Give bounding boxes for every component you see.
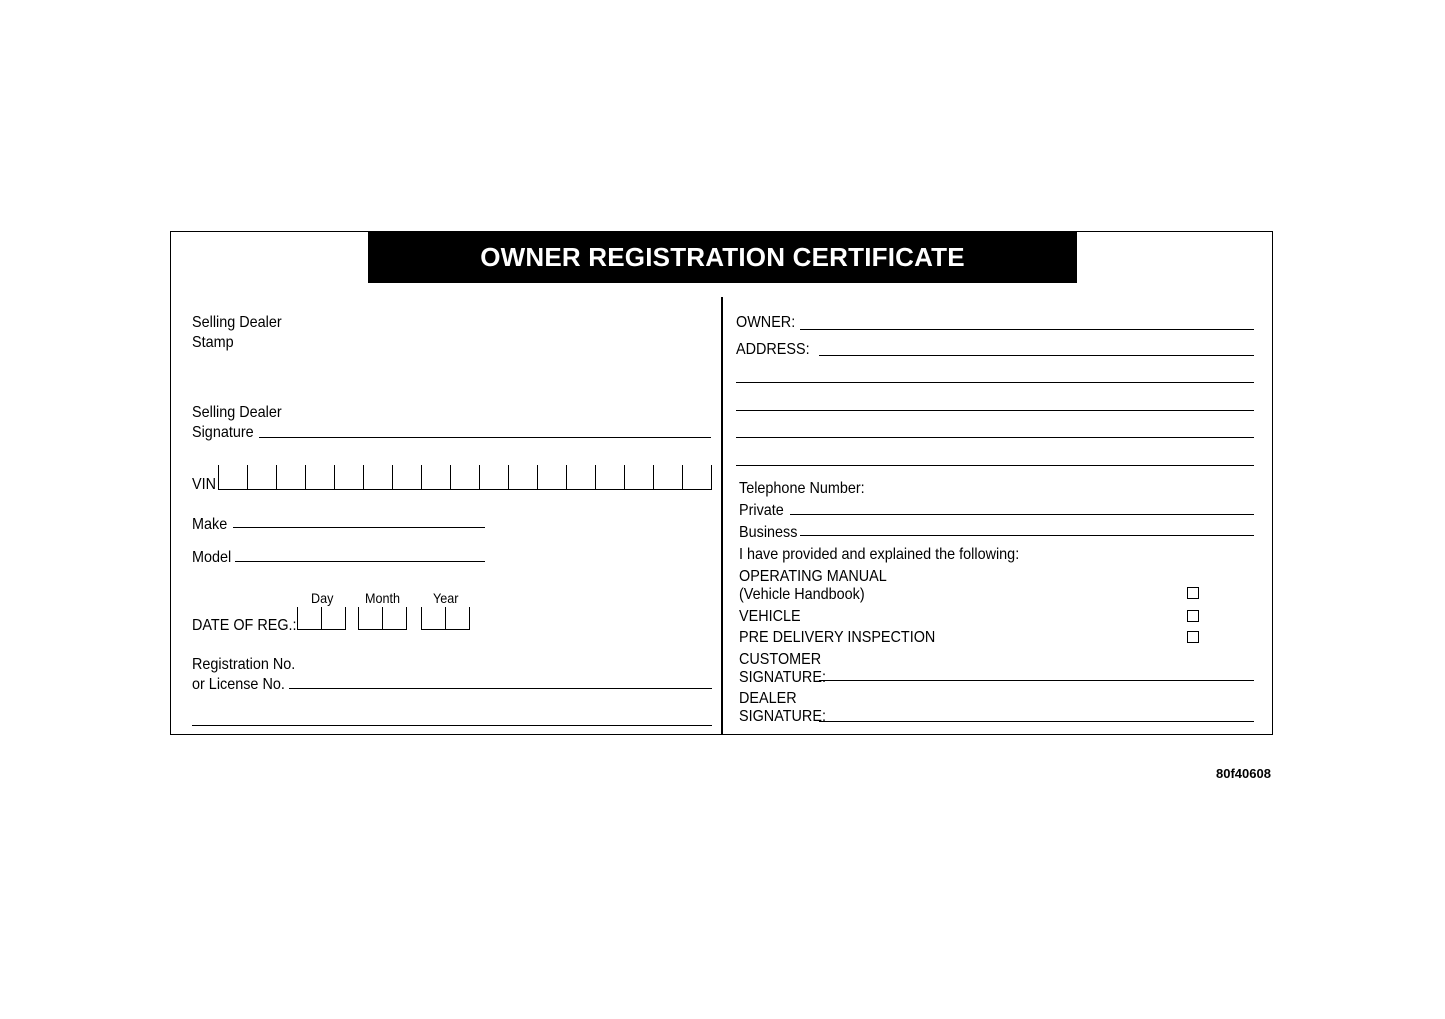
date-day-label: Day	[311, 590, 334, 606]
business-phone-field[interactable]	[800, 535, 1254, 536]
dealer-signature-field[interactable]	[259, 437, 711, 438]
telephone-label: Telephone Number:	[739, 480, 865, 497]
certificate-title: OWNER REGISTRATION CERTIFICATE	[368, 232, 1077, 283]
make-label: Make	[192, 516, 228, 533]
column-divider	[721, 297, 723, 735]
make-field[interactable]	[233, 527, 485, 528]
operating-manual-label-line2: (Vehicle Handbook)	[739, 586, 865, 603]
vin-field[interactable]	[218, 465, 712, 490]
dealer-signature-right-field[interactable]	[819, 721, 1254, 722]
date-of-reg-label: DATE OF REG.:	[192, 617, 297, 634]
address-label: ADDRESS:	[736, 341, 810, 358]
owner-label: OWNER:	[736, 314, 796, 331]
private-phone-label: Private	[739, 502, 784, 519]
operating-manual-checkbox[interactable]	[1187, 587, 1199, 599]
address-field-line2[interactable]	[736, 382, 1254, 383]
date-year-label: Year	[433, 590, 459, 606]
address-field-line1[interactable]	[819, 355, 1254, 356]
vin-label: VIN	[192, 476, 217, 493]
dealer-signature-right-label-line1: DEALER	[739, 690, 797, 707]
date-month-field[interactable]	[358, 607, 407, 630]
private-phone-field[interactable]	[790, 514, 1254, 515]
date-month-label: Month	[365, 590, 401, 606]
registration-label-line1: Registration No.	[192, 656, 296, 673]
dealer-stamp-label-line1: Selling Dealer	[192, 314, 282, 331]
customer-signature-label-line2: SIGNATURE:	[739, 669, 826, 686]
vehicle-label: VEHICLE	[739, 608, 801, 625]
owner-field[interactable]	[800, 329, 1254, 330]
figure-code: 80f40608	[1216, 766, 1271, 781]
customer-signature-label-line1: CUSTOMER	[739, 651, 822, 668]
registration-field-extra-line[interactable]	[192, 725, 712, 726]
customer-signature-field[interactable]	[819, 680, 1254, 681]
model-label: Model	[192, 549, 232, 566]
pre-delivery-inspection-checkbox[interactable]	[1187, 631, 1199, 643]
date-year-field[interactable]	[421, 607, 470, 630]
registration-label-line2: or License No.	[192, 676, 285, 693]
pre-delivery-inspection-label: PRE DELIVERY INSPECTION	[739, 629, 936, 646]
business-phone-label: Business	[739, 524, 798, 541]
address-field-line4[interactable]	[736, 437, 1254, 438]
dealer-signature-label-line1: Selling Dealer	[192, 404, 282, 421]
model-field[interactable]	[235, 561, 485, 562]
address-field-line3[interactable]	[736, 410, 1254, 411]
operating-manual-label-line1: OPERATING MANUAL	[739, 568, 887, 585]
dealer-signature-label-line2: Signature	[192, 424, 254, 441]
date-day-field[interactable]	[297, 607, 346, 630]
dealer-stamp-label-line2: Stamp	[192, 334, 234, 351]
vehicle-checkbox[interactable]	[1187, 610, 1199, 622]
registration-field[interactable]	[289, 688, 712, 689]
dealer-signature-right-label-line2: SIGNATURE:	[739, 708, 826, 725]
provided-explained-label: I have provided and explained the following:	[739, 546, 1020, 563]
address-field-line5[interactable]	[736, 465, 1254, 466]
